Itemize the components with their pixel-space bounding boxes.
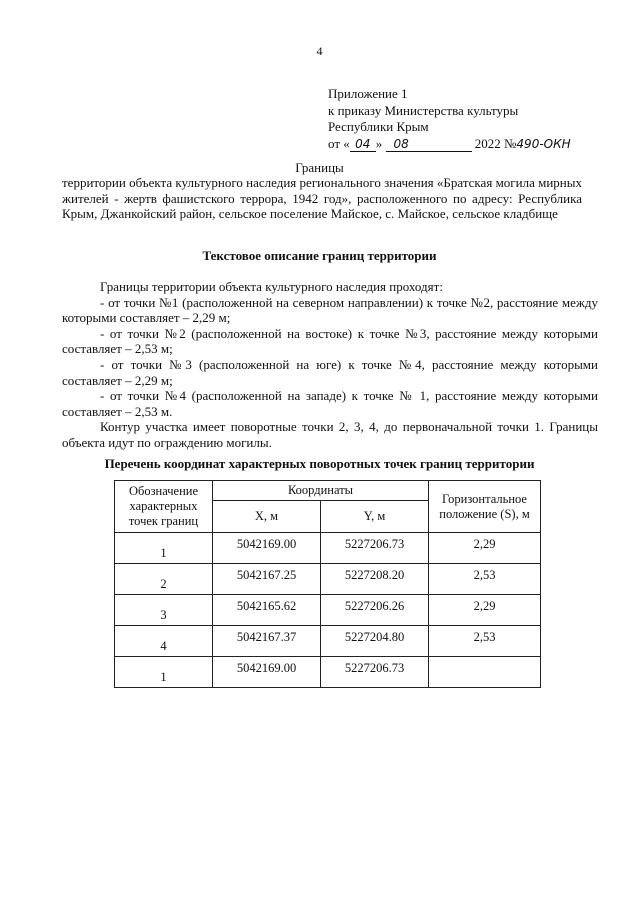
date-mid: » (375, 135, 383, 151)
header-distance: Горизонтальное положение (S), м (429, 481, 541, 533)
header-coordinates: Координаты (213, 481, 429, 501)
annex-line-1: Приложение 1 (328, 86, 408, 101)
date-year-no: 2022 № (474, 135, 517, 151)
date-month: 08 (386, 137, 472, 152)
cell-x: 5042169.00 (213, 533, 321, 564)
date-day: 04 (350, 137, 376, 152)
cell-distance: 2,29 (429, 533, 541, 564)
header-y: Y, м (321, 501, 429, 533)
cell-point: 3 (115, 595, 213, 626)
cell-point: 4 (115, 626, 213, 657)
cell-x: 5042167.25 (213, 564, 321, 595)
document-subtitle: территории объекта культурного наследия регионального значения «Братская могила мирных жителей - жертв фашистского террора, 1942 год», расположенного по адресу: Республика Крым, Джанкойский район, сельское поселение Майское, с. Майское, сельское кладбище (62, 175, 582, 221)
section-title: Текстовое описание границ территории (202, 248, 437, 263)
paragraph: - от точки №2 (расположенной на востоке) к точке №3, расстояние между которыми составляет – 2,53 м; (62, 325, 598, 357)
paragraph: - от точки №3 (расположенной на юге) к точке №4, расстояние между которыми составляет – 2,29 м; (62, 356, 598, 388)
cell-distance: 2,29 (429, 595, 541, 626)
order-number: 490-ОКН (516, 136, 571, 151)
paragraph: Контур участка имеет поворотные точки 2, 3, 4, до первоначальной точки 1. Границы объекта идут по ограждению могилы. (62, 419, 598, 450)
cell-point: 1 (115, 657, 213, 688)
date-prefix: от « (328, 135, 350, 151)
cell-y: 5227206.73 (321, 533, 429, 564)
paragraph: - от точки №4 (расположенной на западе) к точке № 1, расстояние между которыми составляет – 2,53 м. (62, 388, 598, 419)
annex-block (328, 86, 571, 152)
description-body (62, 279, 598, 451)
annex-date-line (328, 136, 571, 153)
cell-distance: 2,53 (429, 626, 541, 657)
paragraph: Границы территории объекта культурного наследия проходят: (100, 279, 443, 294)
cell-distance (429, 657, 541, 688)
cell-point: 1 (115, 533, 213, 564)
table-row (115, 626, 541, 657)
coordinates-table (114, 480, 541, 688)
annex-line-2: к приказу Министерства культуры (328, 102, 519, 118)
cell-point: 2 (115, 564, 213, 595)
page-number: 4 (316, 44, 323, 58)
paragraph: - от точки №1 (расположенной на северном направлении) к точке №2, расстояние между которыми составляет – 2,29 м; (62, 294, 598, 326)
table-row (115, 564, 541, 595)
cell-y: 5227206.26 (321, 595, 429, 626)
cell-distance: 2,53 (429, 564, 541, 595)
cell-y: 5227208.20 (321, 564, 429, 595)
annex-line-3: Республики Крым (328, 119, 429, 134)
cell-x: 5042169.00 (213, 657, 321, 688)
header-x: X, м (213, 501, 321, 533)
table-row (115, 533, 541, 564)
cell-x: 5042167.37 (213, 626, 321, 657)
table-header-row (115, 481, 541, 501)
cell-x: 5042165.62 (213, 595, 321, 626)
cell-y: 5227204.80 (321, 626, 429, 657)
cell-y: 5227206.73 (321, 657, 429, 688)
header-point: Обозначение характерных точек границ (115, 481, 213, 533)
document-title: Границы (295, 160, 344, 175)
table-row (115, 657, 541, 688)
table-row (115, 595, 541, 626)
table-title: Перечень координат характерных поворотных точек границ территории (104, 456, 535, 471)
